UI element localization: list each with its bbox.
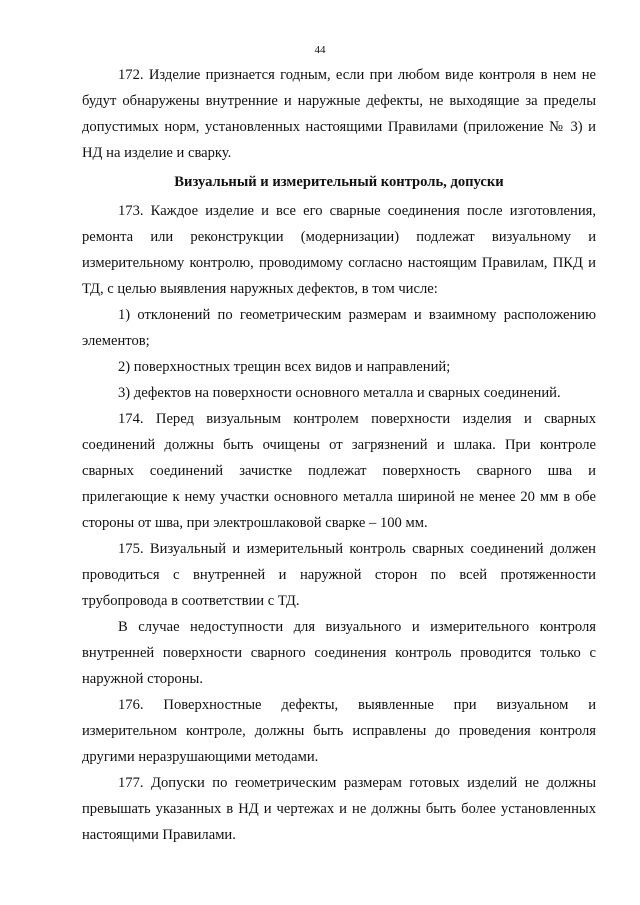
page-number: 44 — [314, 44, 326, 56]
paragraph-174: 174. Перед визуальным контролем поверхности изделия и сварных соединений должны быть очищены от загрязнений и шлака. При контроле сварных соединений зачистке подлежат поверхность сварного шва и прилегающие к нему участки основного металла шириной не менее 20 мм в обе стороны от шва, при электрошлаковой сварке – 100 мм. — [82, 411, 596, 531]
paragraph-177: 177. Допуски по геометрическим размерам готовых изделий не должны превышать указанных в НД и чертежах и не должны быть более установленных настоящими Правилами. — [82, 775, 596, 843]
paragraph-176: 176. Поверхностные дефекты, выявленные при визуальном и измерительном контроле, должны быть исправлены до проведения контроля другими неразрушающими методами. — [82, 697, 596, 765]
list-item-2: 2) поверхностных трещин всех видов и направлений; — [118, 359, 451, 375]
paragraph-173: 173. Каждое изделие и все его сварные соединения после изготовления, ремонта или реконструкции (модернизации) подлежат визуальному и измерительному контролю, проводимому согласно настоящим Правилам, ПКД и ТД, с целью выявления наружных дефектов, в том числе: — [82, 203, 596, 297]
section-heading: Визуальный и измерительный контроль, допуски — [174, 174, 504, 190]
page-body — [82, 62, 596, 848]
paragraph-175-cont: В случае недоступности для визуального и измерительного контроля внутренней поверхности сварного соединения контроль проводится только с наружной стороны. — [82, 619, 596, 687]
paragraph-172: 172. Изделие признается годным, если при любом виде контроля в нем не будут обнаружены внутренние и наружные дефекты, не выходящие за пределы допустимых норм, установленных настоящими Правилами (приложение № 3) и НД на изделие и сварку. — [82, 67, 596, 161]
list-item-3: 3) дефектов на поверхности основного металла и сварных соединений. — [118, 385, 561, 401]
paragraph-175: 175. Визуальный и измерительный контроль сварных соединений должен проводиться с внутренней и наружной сторон по всей протяженности трубопровода в соответствии с ТД. — [82, 541, 596, 609]
list-item-1: 1) отклонений по геометрическим размерам и взаимному расположению элементов; — [82, 307, 596, 349]
